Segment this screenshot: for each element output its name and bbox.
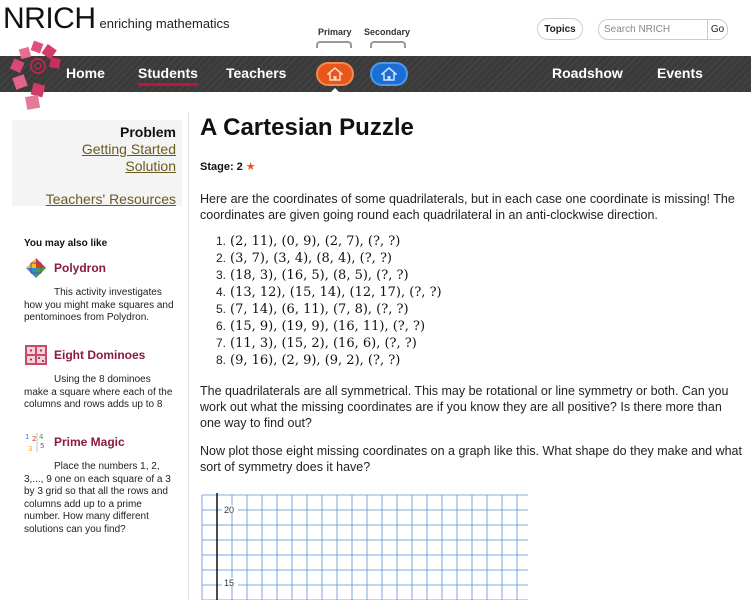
main-navbar xyxy=(0,56,751,92)
nav-teachers[interactable]: Teachers xyxy=(226,65,287,81)
coordinate-item: 7. (11, 3), (15, 2), (16, 6), (?, ?) xyxy=(216,336,417,351)
coordinate-item: 2. (3, 7), (3, 4), (8, 4), (?, ?) xyxy=(216,251,392,266)
coordinate-item: 5. (7, 14), (6, 11), (7, 8), (?, ?) xyxy=(216,302,409,317)
nav-events[interactable]: Events xyxy=(657,65,703,81)
also-like-heading: You may also like xyxy=(24,238,108,249)
intro-paragraph: Here are the coordinates of some quadrilaterals, but in each case one coordinate is missing! The coordinates are given going round each quadrilateral in an anti-clockwise direction. xyxy=(200,192,735,222)
coordinate-item: 8. (9, 16), (2, 9), (9, 2), (?, ?) xyxy=(216,353,401,368)
rec-prime-magic-title[interactable]: Prime Magic xyxy=(54,435,125,449)
rec-prime-magic-desc: Place the numbers 1, 2, 3,..., 9 one on each square of a 3 by 3 grid so that all the rows and columns add up to a prime number. How many different solutions can you find? xyxy=(24,461,171,535)
svg-text:5: 5 xyxy=(40,442,45,450)
page-title: A Cartesian Puzzle xyxy=(200,114,414,141)
rec-dominoes-title[interactable]: Eight Dominoes xyxy=(54,348,146,362)
active-stage-caret xyxy=(329,88,341,94)
nav-home[interactable]: Home xyxy=(66,65,105,81)
rec-polydron-title[interactable]: Polydron xyxy=(54,261,107,275)
primary-bracket xyxy=(316,41,352,48)
graph-grid xyxy=(200,493,530,600)
plot-paragraph: Now plot those eight missing coordinates on a graph like this. What shape do they make and what sort of symmetry does it have? xyxy=(200,444,742,474)
svg-text:4: 4 xyxy=(39,433,44,441)
stage-secondary-label[interactable]: Secondary xyxy=(364,27,411,37)
rec-polydron[interactable] xyxy=(24,256,174,325)
nav-problem: Problem xyxy=(119,124,176,140)
svg-text:1: 1 xyxy=(25,433,30,441)
nav-students[interactable] xyxy=(138,65,198,81)
primary-home-button[interactable] xyxy=(316,62,354,86)
brand-name: NRICH xyxy=(3,2,96,35)
house-icon xyxy=(327,67,343,81)
y-tick-15: 15 xyxy=(224,578,235,588)
rec-prime-magic[interactable] xyxy=(24,430,174,536)
house-icon xyxy=(381,67,397,81)
star-icon: ★ xyxy=(245,161,256,173)
coordinate-item: 1. (2, 11), (0, 9), (2, 7), (?, ?) xyxy=(216,234,401,249)
problem-nav xyxy=(12,120,182,206)
secondary-bracket xyxy=(370,41,406,48)
main-content xyxy=(200,114,745,475)
coordinate-item: 6. (15, 9), (19, 9), (16, 11), (?, ?) xyxy=(216,319,426,334)
stage-text: Stage: 2 xyxy=(200,160,243,173)
column-divider xyxy=(188,112,189,600)
symmetry-paragraph: The quadrilaterals are all symmetrical. This may be rotational or line symmetry or both. Can you work out what the missing coordinates are if you know they are all positive? Is there more than one way to find out? xyxy=(200,384,729,430)
graph-paper xyxy=(200,493,530,600)
active-underline xyxy=(138,83,198,86)
svg-text:3: 3 xyxy=(28,445,33,453)
brand-tagline: enriching mathematics xyxy=(99,16,230,31)
dominoes-icon xyxy=(24,343,48,367)
nav-getting-started[interactable]: Getting Started xyxy=(81,141,176,157)
search-go-button[interactable]: Go xyxy=(707,20,727,39)
rec-eight-dominoes[interactable] xyxy=(24,343,174,412)
nav-solution[interactable]: Solution xyxy=(125,158,176,174)
prime-magic-icon xyxy=(24,430,48,454)
polydron-icon xyxy=(24,256,48,280)
nav-students-label: Students xyxy=(138,65,198,81)
stage-indicator xyxy=(200,160,745,173)
nav-roadshow[interactable]: Roadshow xyxy=(552,65,623,81)
topics-button[interactable]: Topics xyxy=(537,18,583,40)
nrich-logo-icon[interactable] xyxy=(8,38,64,114)
y-tick-20: 20 xyxy=(224,505,235,515)
search-input[interactable] xyxy=(599,20,707,39)
svg-text:2: 2 xyxy=(32,435,37,443)
secondary-home-button[interactable] xyxy=(370,62,408,86)
nav-teachers-resources[interactable]: Teachers' Resources xyxy=(45,191,176,207)
brand[interactable] xyxy=(3,2,230,36)
coordinate-list xyxy=(200,233,745,369)
search-box xyxy=(598,19,728,40)
coordinate-item: 3. (18, 3), (16, 5), (8, 5), (?, ?) xyxy=(216,268,409,283)
stage-primary-label[interactable]: Primary xyxy=(318,27,352,37)
coordinate-item: 4. (13, 12), (15, 14), (12, 17), (?, ?) xyxy=(216,285,442,300)
rec-dominoes-desc: Using the 8 dominoes make a square where each of the columns and rows adds up to 8 xyxy=(24,374,173,410)
rec-polydron-desc: This activity investigates how you might make squares and pentominoes from Polydron. xyxy=(24,287,174,323)
